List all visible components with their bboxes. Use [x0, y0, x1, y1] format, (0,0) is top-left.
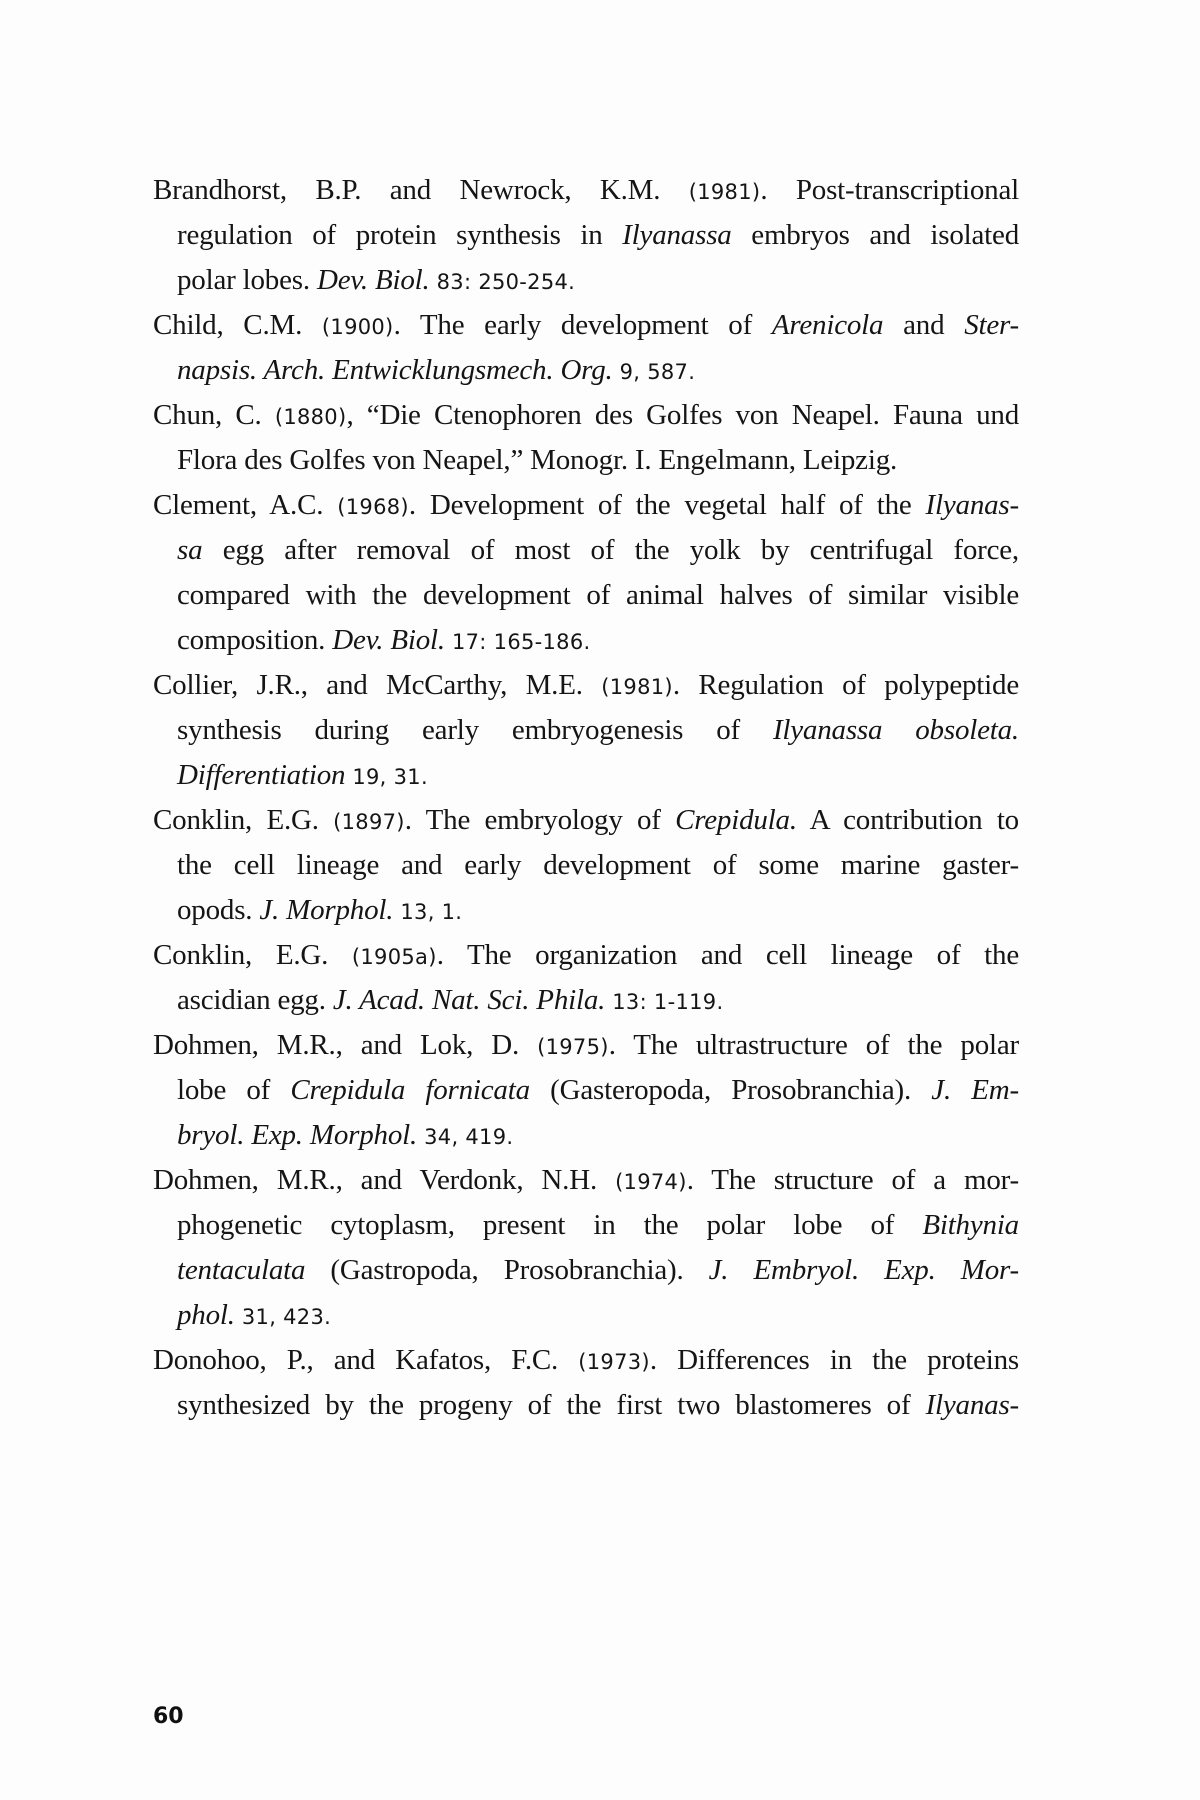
italic-text: Crepidula fornicata — [290, 1074, 530, 1106]
italic-text: J. Morphol. — [259, 894, 394, 926]
italic-text: J. Embryol. Exp. Mor- — [708, 1254, 1019, 1286]
text-segment — [445, 624, 452, 656]
reference-first-line — [153, 393, 1019, 438]
numeric-text: 13, 1. — [400, 900, 463, 924]
text-segment: . The embryology of — [404, 804, 676, 836]
reference-entry — [153, 933, 1019, 1023]
text-segment: . The ultrastructure of the polar — [608, 1029, 1019, 1061]
numeric-text: 34, 419. — [424, 1125, 514, 1149]
italic-text: sa — [177, 534, 203, 566]
numeric-text: (1973) — [578, 1350, 650, 1374]
numeric-text: (1974) — [615, 1170, 687, 1194]
text-segment: composition. — [177, 624, 333, 656]
text-segment: . Post-transcriptional — [760, 174, 1019, 206]
reference-entry — [153, 393, 1019, 483]
numeric-text: (1975) — [537, 1035, 609, 1059]
reference-entry — [153, 1158, 1019, 1338]
italic-text: Dev. Biol. — [332, 624, 445, 656]
text-segment: Conklin, E.G. — [153, 939, 352, 971]
reference-continuation-line — [153, 348, 1019, 393]
text-segment: opods. — [177, 894, 260, 926]
italic-text: napsis. Arch. Entwicklungsmech. Org. — [177, 354, 613, 386]
text-segment: . Development of the vegetal half of the — [408, 489, 926, 521]
reference-continuation-line — [153, 1113, 1019, 1158]
numeric-text: 31, 423. — [241, 1305, 332, 1329]
reference-continuation-line — [153, 1383, 1019, 1428]
text-segment: , “Die Ctenophoren des Golfes von Neapel. Fauna und — [346, 399, 1019, 431]
numeric-text: 13: 1-119. — [612, 990, 724, 1014]
text-segment: egg after removal of most of the yolk by centrifugal force, — [202, 534, 1019, 566]
italic-text: J. Em- — [931, 1074, 1019, 1106]
page-number: 60 — [153, 1704, 184, 1729]
text-segment: . The organization and cell lineage of the — [436, 939, 1019, 971]
text-segment: synthesized by the progeny of the first two blastomeres of — [177, 1389, 926, 1421]
text-segment: polar lobes. — [177, 264, 317, 296]
reference-first-line — [153, 1338, 1019, 1383]
reference-continuation-line — [153, 438, 1019, 483]
reference-continuation-line — [153, 753, 1019, 798]
reference-entry — [153, 798, 1019, 933]
text-segment: ascidian egg. — [177, 984, 333, 1016]
numeric-text: 83: 250-254. — [436, 270, 576, 294]
italic-text: Ilyanassa obsoleta. — [772, 714, 1019, 746]
numeric-text: (1981) — [601, 675, 673, 699]
text-segment: phogenetic cytoplasm, present in the polar lobe of — [177, 1209, 923, 1241]
italic-text: Bithynia — [922, 1209, 1019, 1241]
text-segment: . The structure of a mor- — [686, 1164, 1020, 1196]
reference-continuation-line — [153, 978, 1019, 1023]
reference-entry — [153, 1338, 1019, 1428]
text-segment: Conklin, E.G. — [153, 804, 334, 836]
italic-text: Crepidula. — [675, 804, 797, 836]
numeric-text: (1897) — [333, 810, 405, 834]
text-segment: Dohmen, M.R., and Lok, D. — [153, 1029, 538, 1061]
italic-text: Differentiation — [177, 759, 346, 791]
reference-entry — [153, 663, 1019, 798]
text-segment — [613, 354, 620, 386]
reference-continuation-line — [153, 528, 1019, 573]
numeric-text: 19, 31. — [352, 765, 428, 789]
text-segment: and — [883, 309, 965, 341]
text-segment: regulation of protein synthesis in — [177, 219, 623, 251]
text-segment: synthesis during early embryogenesis of — [177, 714, 773, 746]
italic-text: Ilyanassa — [622, 219, 732, 251]
italic-text: Ilyanas- — [925, 1389, 1019, 1421]
reference-first-line — [153, 1158, 1019, 1203]
reference-continuation-line — [153, 1248, 1019, 1293]
reference-entry — [153, 483, 1019, 663]
text-segment: (Gastropoda, Prosobranchia). — [305, 1254, 709, 1286]
text-segment: Flora des Golfes von Neapel,” Monogr. I. Engelmann, Leipzig. — [177, 444, 898, 476]
reference-first-line — [153, 483, 1019, 528]
reference-first-line — [153, 168, 1019, 213]
reference-continuation-line — [153, 213, 1019, 258]
reference-entry — [153, 303, 1019, 393]
text-segment: Collier, J.R., and McCarthy, M.E. — [153, 669, 602, 701]
reference-list — [153, 168, 1019, 1428]
text-segment: (Gasteropoda, Prosobranchia). — [529, 1074, 932, 1106]
text-segment — [430, 264, 437, 296]
text-segment: compared with the development of animal halves of similar visible — [177, 579, 1019, 611]
reference-continuation-line — [153, 258, 1019, 303]
reference-continuation-line — [153, 573, 1019, 618]
italic-text: Ster- — [964, 309, 1019, 341]
reference-first-line — [153, 303, 1019, 348]
text-segment: . Differences in the proteins — [649, 1344, 1019, 1376]
text-segment: embryos and isolated — [731, 219, 1019, 251]
reference-continuation-line — [153, 888, 1019, 933]
text-segment: Chun, C. — [153, 399, 275, 431]
reference-entry — [153, 168, 1019, 303]
italic-text: phol. — [177, 1299, 235, 1331]
text-segment: . Regulation of polypeptide — [672, 669, 1019, 701]
reference-entry — [153, 1023, 1019, 1158]
text-segment — [235, 1299, 242, 1331]
italic-text: bryol. Exp. Morphol. — [177, 1119, 418, 1151]
text-segment: the cell lineage and early development of some marine gaster- — [177, 849, 1019, 881]
italic-text: Ilyanas- — [925, 489, 1019, 521]
italic-text: J. Acad. Nat. Sci. Phila. — [332, 984, 606, 1016]
text-segment: Donohoo, P., and Kafatos, F.C. — [153, 1344, 579, 1376]
text-segment: A contribution to — [796, 804, 1019, 836]
numeric-text: 9, 587. — [619, 360, 696, 384]
text-segment: . The early development of — [393, 309, 772, 341]
reference-continuation-line — [153, 1293, 1019, 1338]
reference-first-line — [153, 663, 1019, 708]
reference-first-line — [153, 798, 1019, 843]
numeric-text: (1900) — [321, 315, 394, 339]
italic-text: tentaculata — [177, 1254, 306, 1286]
reference-continuation-line — [153, 1068, 1019, 1113]
reference-first-line — [153, 933, 1019, 978]
text-segment: Brandhorst, B.P. and Newrock, K.M. — [153, 174, 689, 206]
numeric-text: (1905a) — [351, 945, 437, 969]
reference-continuation-line — [153, 843, 1019, 888]
text-segment: Child, C.M. — [153, 309, 322, 341]
reference-continuation-line — [153, 618, 1019, 663]
reference-first-line — [153, 1023, 1019, 1068]
italic-text: Arenicola — [771, 309, 884, 341]
text-segment: lobe of — [177, 1074, 291, 1106]
text-segment: Clement, A.C. — [153, 489, 338, 521]
text-segment: Dohmen, M.R., and Verdonk, N.H. — [153, 1164, 616, 1196]
reference-continuation-line — [153, 1203, 1019, 1248]
numeric-text: (1880) — [274, 405, 347, 429]
italic-text: Dev. Biol. — [316, 264, 430, 296]
reference-continuation-line — [153, 708, 1019, 753]
numeric-text: (1981) — [688, 180, 761, 204]
numeric-text: (1968) — [337, 495, 409, 519]
numeric-text: 17: 165-186. — [451, 630, 591, 654]
